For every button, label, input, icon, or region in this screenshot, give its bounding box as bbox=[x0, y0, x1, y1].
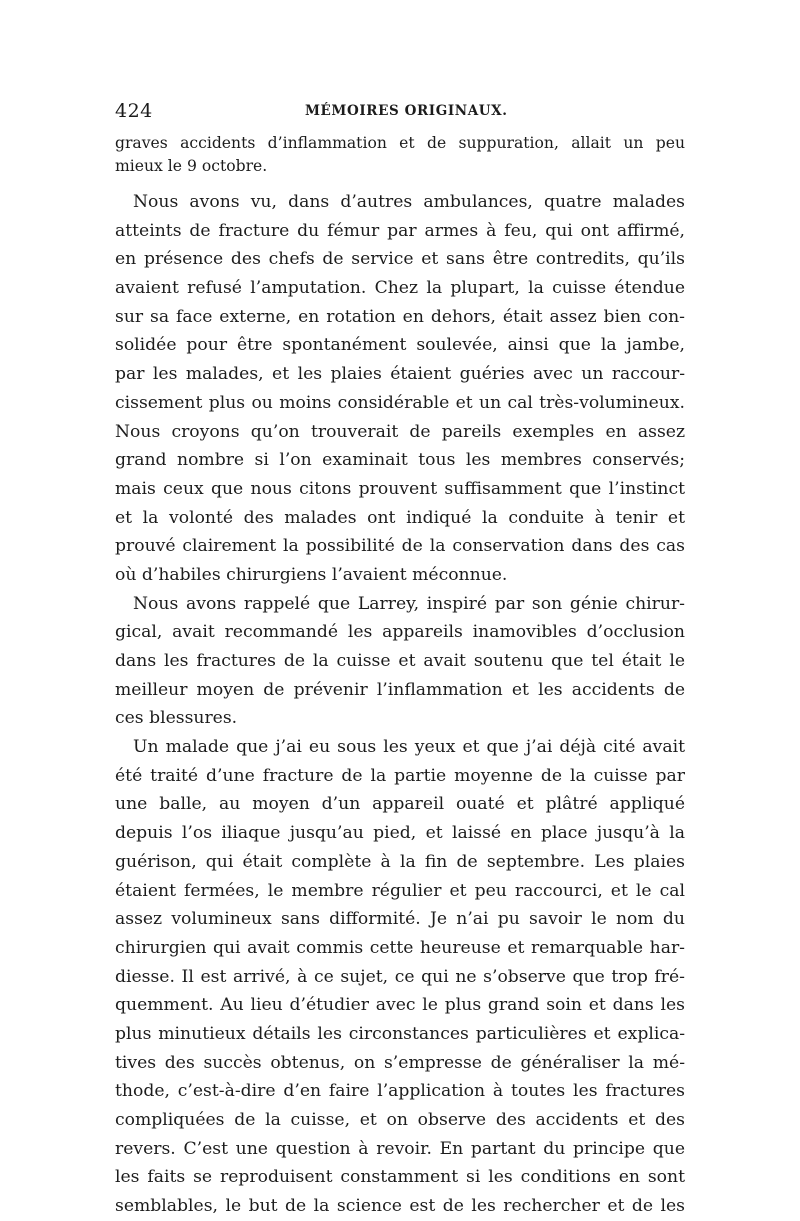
text-line: mais ceux que nous citons prouvent suffisamment que l’instinct bbox=[115, 478, 685, 499]
text-line: les faits se reproduisent constamment si les conditions en sont bbox=[115, 1167, 685, 1188]
body-text bbox=[115, 132, 685, 1221]
text-line: en présence des chefs de service et sans être contredits, qu’ils bbox=[115, 249, 685, 270]
text-line: solidée pour être spontanément soulevée, ainsi que la jambe, bbox=[115, 335, 685, 356]
text-line: depuis l’os iliaque jusqu’au pied, et laissé en place jusqu’à la bbox=[115, 823, 685, 844]
text-line: revers. C’est une question à revoir. En partant du principe que bbox=[115, 1138, 685, 1159]
text-line: tives des succès obtenus, on s’empresse de généraliser la mé- bbox=[115, 1052, 685, 1073]
text-line: une balle, au moyen d’un appareil ouaté et plâtré appliqué bbox=[115, 794, 685, 815]
running-head: MÉMOIRES ORIGINAUX. bbox=[305, 103, 508, 119]
page-number: 424 bbox=[115, 100, 153, 122]
text-line: cissement plus ou moins considérable et un cal très-volumineux. bbox=[115, 392, 685, 413]
text-line: Nous avons rappelé que Larrey, inspiré par son génie chirur- bbox=[133, 593, 685, 614]
text-line: dans les fractures de la cuisse et avait soutenu que tel était le bbox=[115, 651, 685, 671]
text-line: Un malade que j’ai eu sous les yeux et que j’ai déjà cité avait bbox=[133, 737, 685, 758]
text-line: meilleur moyen de prévenir l’inflammation et les accidents de bbox=[115, 679, 685, 700]
text-line: avaient refusé l’amputation. Chez la plupart, la cuisse étendue bbox=[115, 278, 685, 299]
text-line: semblables, le but de la science est de les rechercher et de les bbox=[115, 1196, 685, 1217]
text-line: étaient fermées, le membre régulier et peu raccourci, et le cal bbox=[115, 880, 685, 901]
text-line: atteints de fracture du fémur par armes à feu, qui ont affirmé, bbox=[115, 220, 685, 241]
text-line: ces blessures. bbox=[115, 708, 238, 729]
page-header bbox=[115, 100, 685, 124]
text-line: assez volumineux sans difformité. Je n’ai pu savoir le nom du bbox=[115, 909, 685, 930]
text-line: graves accidents d’inflammation et de suppuration, allait un peu bbox=[115, 134, 685, 152]
text-line: grand nombre si l’on examinait tous les membres conservés; bbox=[115, 450, 685, 471]
text-line: par les malades, et les plaies étaient guéries avec un raccour- bbox=[115, 364, 685, 385]
text-line: et la volonté des malades ont indiqué la conduite à tenir et bbox=[115, 507, 685, 528]
text-line: été traité d’une fracture de la partie moyenne de la cuisse par bbox=[115, 765, 685, 786]
text-line: Nous avons vu, dans d’autres ambulances, quatre malades bbox=[133, 192, 685, 212]
text-line: gical, avait recommandé les appareils inamovibles d’occlusion bbox=[115, 622, 685, 643]
text-line: où d’habiles chirurgiens l’avaient méconnue. bbox=[115, 564, 508, 585]
text-line: sur sa face externe, en rotation en dehors, était assez bien con- bbox=[115, 306, 685, 327]
text-line: plus minutieux détails les circonstances particulières et explica- bbox=[115, 1023, 685, 1044]
text-line: diesse. Il est arrivé, à ce sujet, ce qui ne s’observe que trop fré- bbox=[115, 966, 685, 987]
text-line: guérison, qui était complète à la fin de septembre. Les plaies bbox=[115, 851, 685, 872]
text-line: thode, c’est-à-dire d’en faire l’application à toutes les fractures bbox=[115, 1081, 685, 1102]
text-line: quemment. Au lieu d’étudier avec le plus grand soin et dans les bbox=[115, 995, 685, 1016]
text-line: chirurgien qui avait commis cette heureuse et remarquable har- bbox=[115, 937, 685, 958]
text-line: compliquées de la cuisse, et on observe des accidents et des bbox=[115, 1110, 685, 1130]
paragraph-gap bbox=[115, 178, 685, 188]
text-line: prouvé clairement la possibilité de la conservation dans des cas bbox=[115, 536, 685, 557]
text-line: Nous croyons qu’on trouverait de pareils exemples en assez bbox=[115, 421, 685, 442]
text-line: mieux le 9 octobre. bbox=[115, 157, 268, 175]
